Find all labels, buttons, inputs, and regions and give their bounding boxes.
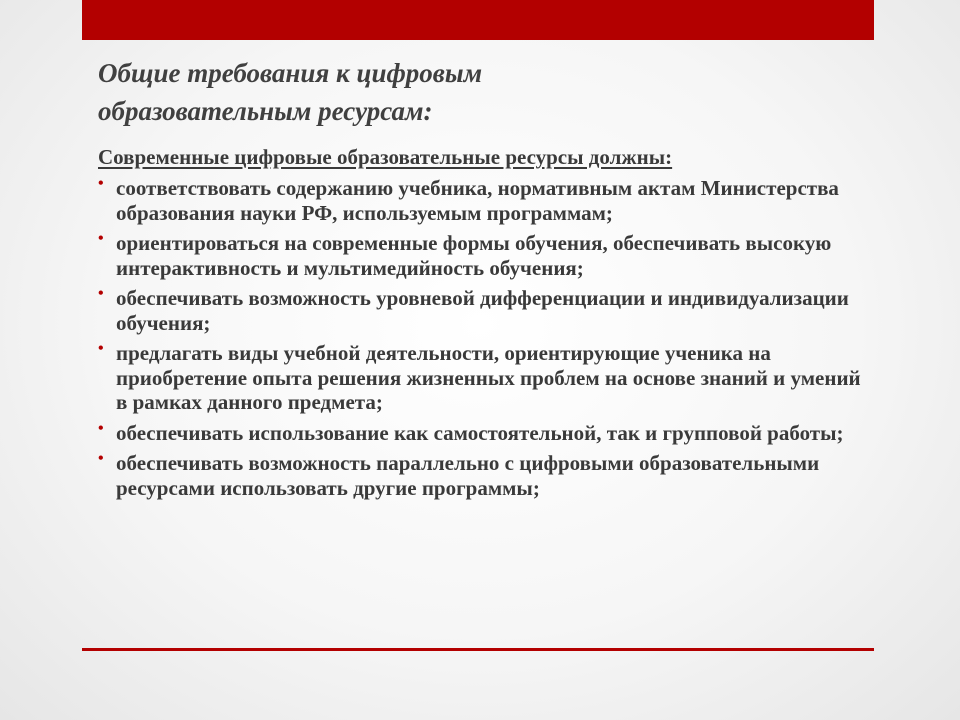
bullet-icon: • xyxy=(98,175,104,192)
list-item xyxy=(98,421,868,446)
bullet-icon: • xyxy=(98,230,104,247)
intro-text: Современные цифровые образовательные ресурсы должны: xyxy=(98,145,673,169)
bullet-icon: • xyxy=(98,340,104,357)
requirements-list xyxy=(98,176,868,500)
list-item xyxy=(98,451,868,500)
list-item xyxy=(98,176,868,225)
slide-title-line-1: Общие требования к цифровым xyxy=(98,58,483,88)
bottom-accent-line xyxy=(82,648,874,651)
list-item-text: обеспечивать возможность параллельно с цифровыми образовательными ресурсами использовать другие программы; xyxy=(116,451,820,500)
list-item-text: предлагать виды учебной деятельности, ориентирующие ученика на приобретение опыта решения жизненных проблем на основе знаний и умений в рамках данного предмета; xyxy=(116,341,861,414)
list-item-text: обеспечивать возможность уровневой дифференциации и индивидуализации обучения; xyxy=(116,286,849,335)
slide-title-line-2: образовательным ресурсам: xyxy=(98,96,433,126)
bullet-icon: • xyxy=(98,419,104,437)
slide-content xyxy=(98,145,868,506)
list-item-text: ориентироваться на современные формы обучения, обеспечивать высокую интерактивность и мультимедийность обучения; xyxy=(116,231,832,280)
bullet-icon: • xyxy=(98,450,104,467)
list-item-text: обеспечивать использование как самостоятельной, так и групповой работы; xyxy=(116,420,844,445)
slide-title xyxy=(98,54,858,130)
list-item xyxy=(98,286,868,335)
bullet-icon: • xyxy=(98,285,104,302)
list-item xyxy=(98,231,868,280)
list-item-text: соответствовать содержанию учебника, нормативным актам Министерства образования науки РФ, используемым программам; xyxy=(116,176,839,225)
top-accent-bar xyxy=(82,0,874,40)
list-item xyxy=(98,341,868,415)
